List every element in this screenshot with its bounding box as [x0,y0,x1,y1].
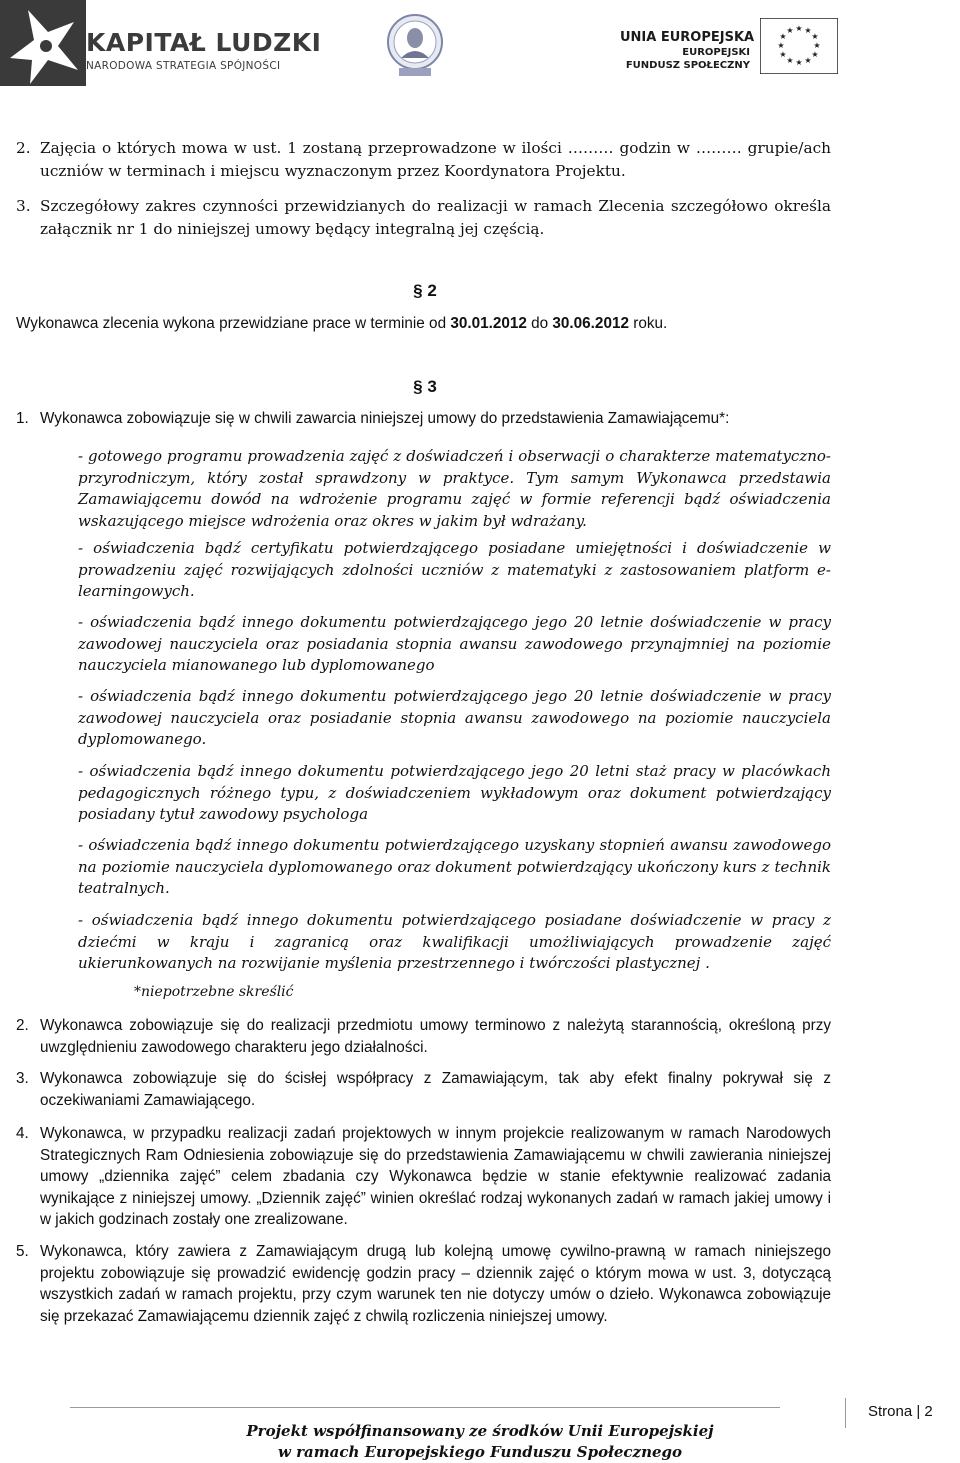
section-3-item-2 [16,1015,831,1058]
footer-line-1: Projekt współfinansowany ze środków Unii Europejskiej [246,1422,714,1440]
section-3-item-3-number: 3. [16,1070,29,1087]
eu-text-block [620,30,755,72]
intro-item-2 [16,137,831,183]
svg-text:★: ★ [813,41,821,50]
page-number: Strona | 2 [868,1403,933,1420]
option-4: - oświadczenia bądź innego dokumentu potwierdzającego jego 20 letnie doświadczenie w pracy zawodowej nauczyciela oraz posiadanie stopnia awansu zawodowego na poziomie nauczyciela dyplomowanego. [78,687,831,749]
page-header [0,0,960,92]
option-6: - oświadczenia bądź innego dokumentu potwierdzającego uzyskany stopnień awansu zawodowego na poziomie nauczyciela dyplomowanego oraz dokument potwierdzający ukończony kurs z technik teatralnych. [78,836,831,898]
section-3-item-2-number: 2. [16,1017,29,1034]
svg-text:★: ★ [804,56,812,65]
option-5: - oświadczenia bądź innego dokumentu potwierdzającego jego 20 letni staż pracy w placówkach pedagogicznych różnego typu, z doświadczeniem wykładowym oraz dokument potwierdzający posiadany tytuł zawodowy psychologa [78,762,831,824]
intro-item-2-text: Zajęcia o których mowa w ust. 1 zostaną przeprowadzone w ilości ……… godzin w ……… grupie/ach uczniów w terminach i miejscu wyznaczonym przez Koordynatora Projektu. [40,139,831,180]
option-2: - oświadczenia bądź certyfikatu potwierdzającego posiadane umiejętności i doświadczenie w prowadzeniu zajęć rozwijających zdolności uczniów z matematyki z zastosowaniem platform e-learningowych. [78,539,831,601]
section-3-heading: § 3 [413,377,437,396]
eu-flag-icon [760,18,838,74]
option-1: - gotowego programu prowadzenia zajęć z doświadczeń i obserwacji o charakterze matematyczno-przyrodniczym, który został sprawdzony w praktyce. Tym samym Wykonawca przedstawia Zamawiającemu dowód na wdrożenie programu zajęć w formie referencji bądź oświadczenia wskazującego miejsce wdrożenia oraz okres w jakim był wdrażany. [78,447,831,530]
section-3-item-5-number: 5. [16,1243,29,1260]
section-3-item-4-text: Wykonawca, w przypadku realizacji zadań projektowych w innym projekcie realizowanym w ramach Narodowych Strategicznych Ram Odniesienia zobowiązuje się do przedstawienia Zamawiającemu w chwili zawierania niniejszej umowy „dziennika zajęć” celem zbadania czy Wykonawca będzie w stanie efektywnie realizować zadania wynikające z niniejszej umowy. „Dziennik zajęć” winien określać rodzaj wykonanych zadań w ramach jakiej umowy i w jakich godzinach zostały one zrealizowane. [40,1125,831,1229]
section-2-heading: § 2 [413,281,437,300]
svg-text:★: ★ [804,26,812,35]
section-2-text [16,312,831,335]
intro-item-3-number: 3. [16,197,31,215]
intro-item-3-text: Szczegółowy zakres czynności przewidzianych do realizacji w ramach Zlecenia szczegółowo określa załącznik nr 1 do niniejszej umowy będący integralną jej częścią. [40,197,831,238]
section-3-item-1 [16,408,831,430]
intro-item-2-number: 2. [16,139,31,157]
kapital-ludzki-star-icon [0,0,86,86]
svg-text:★: ★ [779,32,787,41]
svg-text:★: ★ [786,56,794,65]
svg-text:★: ★ [779,50,787,59]
footnote: *niepotrzebne skreślić [134,984,294,1000]
svg-text:★: ★ [786,26,794,35]
portrait-seal-icon [385,10,445,80]
intro-item-3 [16,195,831,241]
section-3-item-1-number: 1. [16,410,29,427]
eu-line3: FUNDUSZ SPOŁECZNY [625,60,750,71]
eu-line1: UNIA EUROPEJSKA [620,30,755,45]
section-3-item-3-text: Wykonawca zobowiązuje się do ścisłej współpracy z Zamawiającym, tak aby efekt finalny pokrywał się z oczekiwaniami Zamawiającego. [40,1070,831,1109]
section-3-item-3 [16,1068,831,1111]
svg-text:★: ★ [811,50,819,59]
section-2-text-before: Wykonawca zlecenia wykona przewidziane prace w terminie od [16,315,451,332]
logo-title: KAPITAŁ LUDZKI [86,28,322,57]
svg-text:★: ★ [795,58,803,67]
section-2-text-after: roku. [628,315,668,332]
svg-text:★: ★ [811,32,819,41]
section-3-item-5 [16,1241,831,1327]
footer-divider [70,1407,780,1408]
section-3-item-4 [16,1123,831,1231]
svg-text:★: ★ [777,41,785,50]
section-2-date-to: 30.06.2012 [552,315,629,332]
logo-subtitle: NARODOWA STRATEGIA SPÓJNOŚCI [86,60,281,72]
option-3: - oświadczenia bądź innego dokumentu potwierdzającego jego 20 letnie doświadczenie w pracy zawodowej nauczyciela oraz posiadania stopnia awansu zawodowego przynajmniej na poziomie nauczyciela mianowanego lub dyplomowanego [78,613,831,675]
section-3-item-4-number: 4. [16,1125,29,1142]
option-7: - oświadczenia bądź innego dokumentu potwierdzającego posiadane doświadczenie w pracy z dziećmi w kraju i zagranicą oraz kwalifikacji umożliwiających prowadzenie zajęć ukierunkowanych na rozwijanie myślenia przestrzennego i twórczości plastycznej . [78,911,831,973]
section-3-item-2-text: Wykonawca zobowiązuje się do realizacji przedmiotu umowy terminowo z należytą starannością, określoną przy uwzględnieniu zawodowego charakteru jego działalności. [40,1017,831,1056]
footer-line-2: w ramach Europejskiego Funduszu Społecznego [277,1443,683,1461]
section-3-item-5-text: Wykonawca, który zawiera z Zamawiającym drugą lub kolejną umowę cywilno-prawną w ramach niniejszego projektu zobowiązuje się prowadzić ewidencję godzin pracy – dziennik zajęć o którym mowa w ust. 3, dotyczącą wszystkich zadań w ramach projektu, przy czym warunek ten nie dotyczy umów o dzieło. Wykonawca zobowiązuje się przekazać Zamawiającemu dziennik zajęć z chwilą rozliczenia niniejszej umowy. [40,1243,831,1325]
section-2-text-mid: do [526,315,553,332]
eu-line2: EUROPEJSKI [682,47,750,58]
page-footer [0,1421,960,1463]
kapital-ludzki-logo [0,0,322,86]
section-2-date-from: 30.01.2012 [450,315,527,332]
svg-text:★: ★ [795,24,803,33]
section-3-item-1-text: Wykonawca zobowiązuje się w chwili zawarcia niniejszej umowy do przedstawienia Zamawiającemu*: [40,410,730,427]
